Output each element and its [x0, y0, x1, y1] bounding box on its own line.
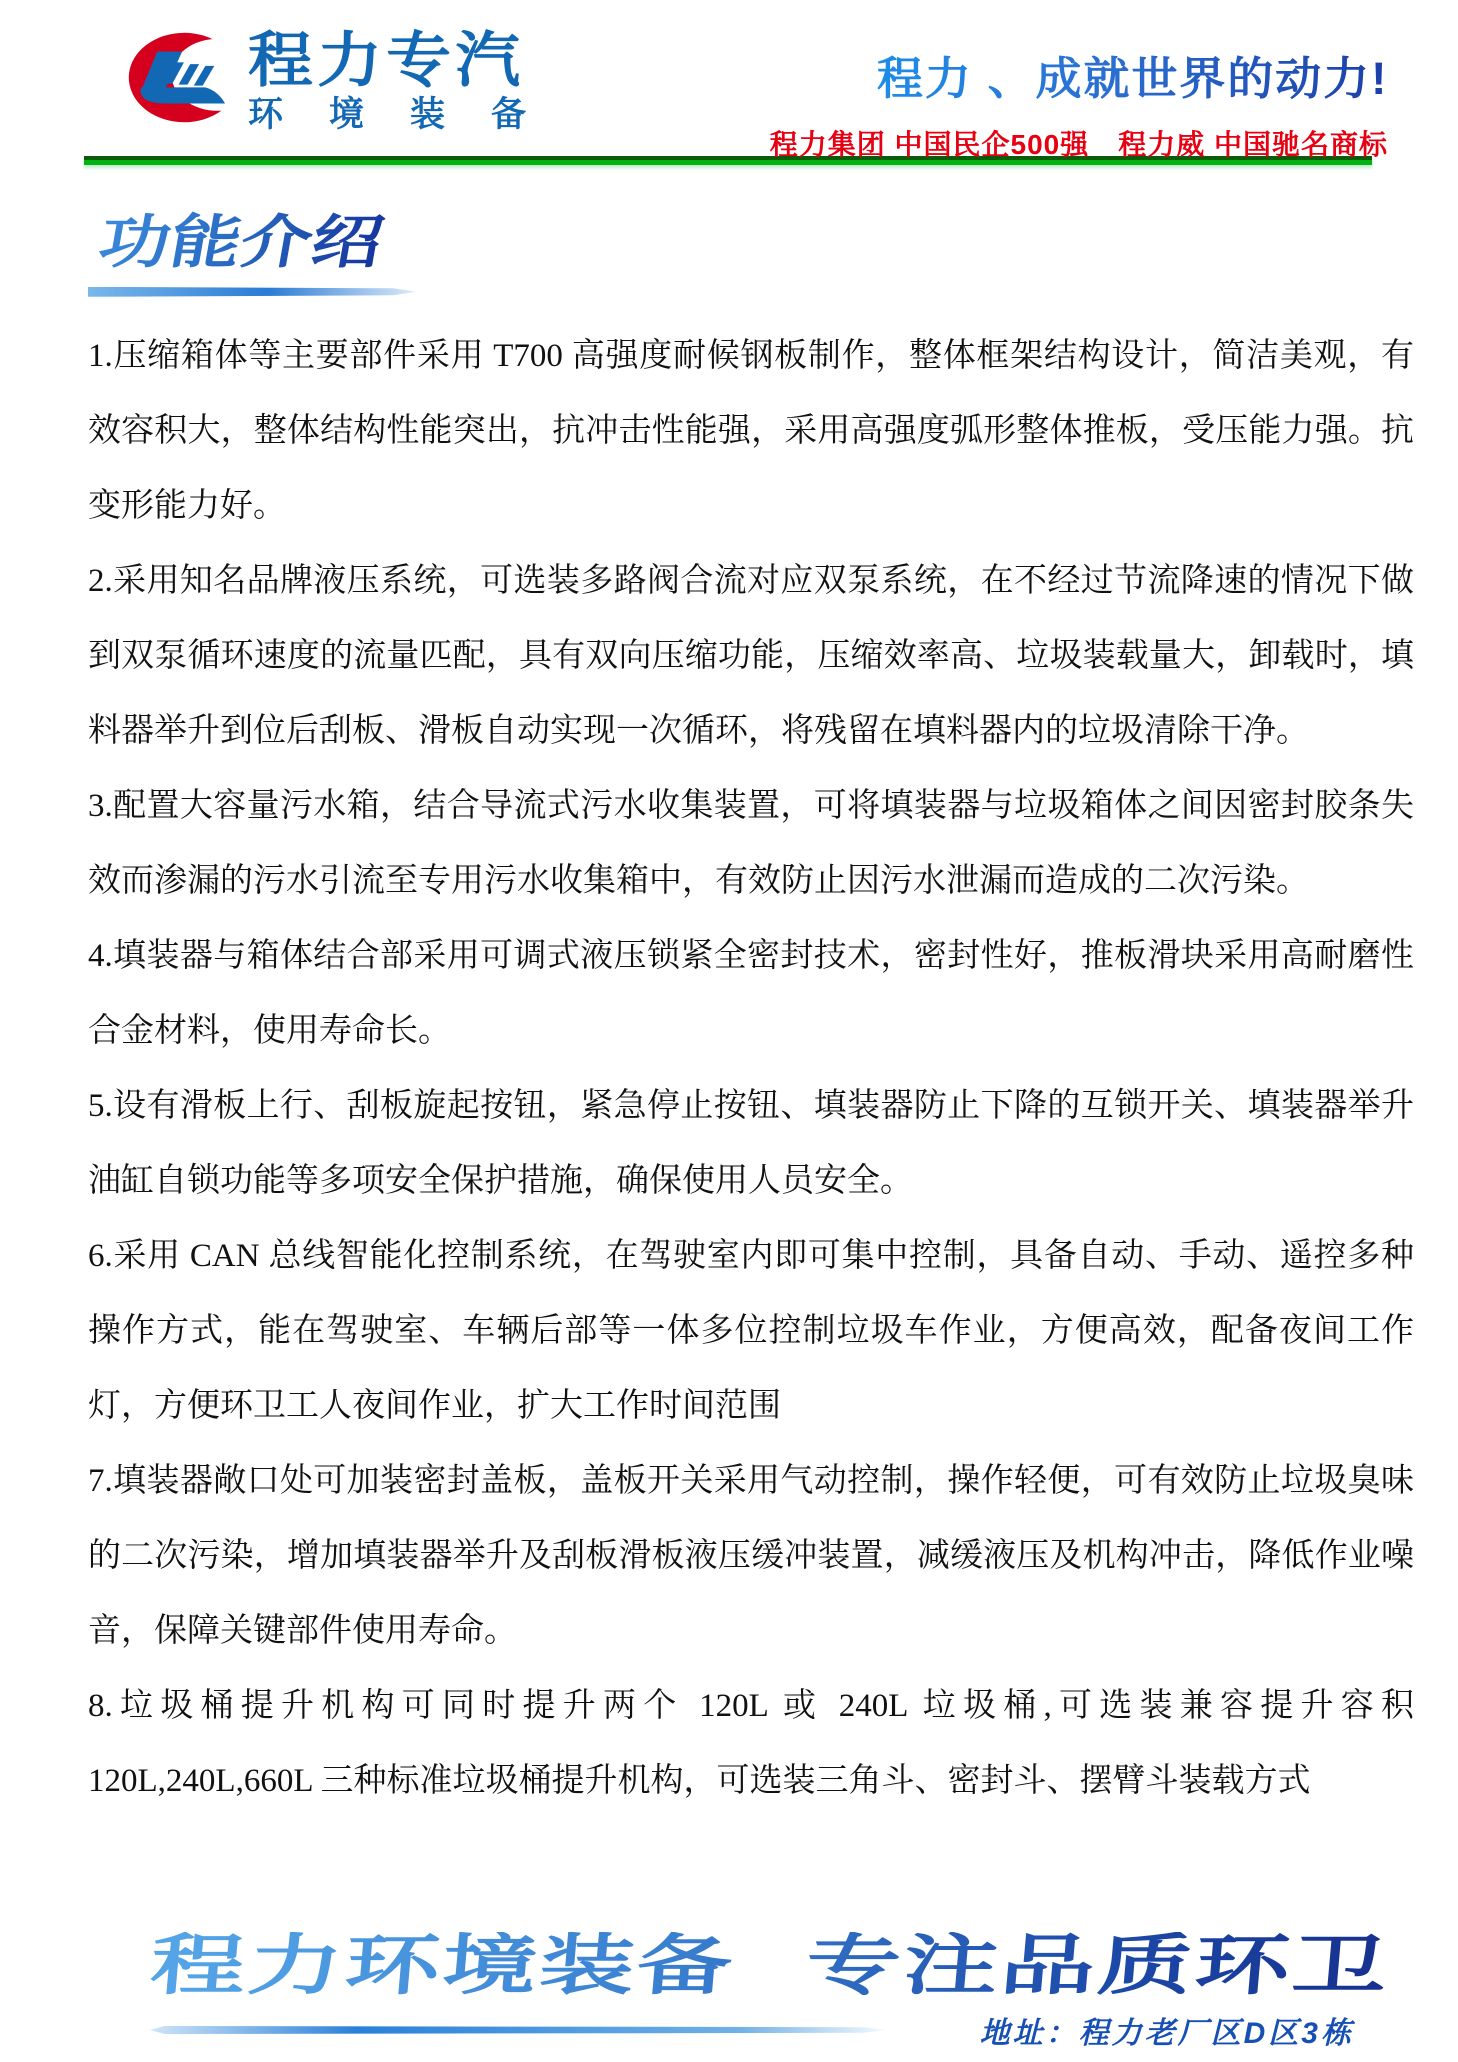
header	[0, 0, 1458, 160]
slogan-block	[770, 26, 1388, 163]
brand-text	[248, 27, 573, 135]
company-slogan: 程力 、成就世界的动力!	[876, 42, 1388, 107]
feature-paragraph-1: 1.压缩箱体等主要部件采用 T700 高强度耐候钢板制作，整体框架结构设计，简洁美观，有效容积大，整体结构性能突出，抗冲击性能强，采用高强度弧形整体推板，受压能力强。抗变形能力好。	[88, 337, 1414, 524]
feature-list	[88, 319, 1414, 1819]
feature-paragraph-7: 7.填装器敞口处可加装密封盖板，盖板开关采用气动控制，操作轻便，可有效防止垃圾臭味的二次污染，增加填装器举升及刮板滑板液压缓冲装置，减缓液压及机构冲击，降低作业噪音，保障关键部件使用寿命。	[88, 1462, 1414, 1649]
feature-paragraph-3: 3.配置大容量污水箱，结合导流式污水收集装置，可将填装器与垃圾箱体之间因密封胶条失效而渗漏的污水引流至专用污水收集箱中，有效防止因污水泄漏而造成的二次污染。	[88, 787, 1414, 899]
feature-paragraph-8: 8.垃圾桶提升机构可同时提升两个 120L 或 240L 垃圾桶,可选装兼容提升容积 120L,240L,660L 三种标准垃圾桶提升机构，可选装三角斗、密封斗、摆臂斗装载方式	[88, 1687, 1414, 1799]
footer-bottom	[0, 2012, 1458, 2048]
footer-address: 地址：程力老厂区D区3栋	[979, 2017, 1354, 2050]
chengli-logo-icon	[82, 26, 234, 138]
main-content	[0, 165, 1458, 1819]
company-credentials: 程力集团 中国民企500强 程力威 中国驰名商标	[769, 129, 1388, 160]
feature-paragraph-2: 2.采用知名品牌液压系统，可选装多路阀合流对应双泵系统，在不经过节流降速的情况下做到双泵循环速度的流量匹配，具有双向压缩功能，压缩效率高、垃圾装载量大，卸载时，填料器举升到位后刮板、滑板自动实现一次循环，将残留在填料器内的垃圾清除干净。	[88, 562, 1414, 749]
feature-paragraph-5: 5.设有滑板上行、刮板旋起按钮，紧急停止按钮、填装器防止下降的互锁开关、填装器举升油缸自锁功能等多项安全保护措施，确保使用人员安全。	[88, 1087, 1414, 1199]
brand-subtitle: 环境装备	[248, 95, 573, 135]
brand-name: 程力专汽	[248, 27, 525, 95]
feature-paragraph-4: 4.填装器与箱体结合部采用可调式液压锁紧全密封技术，密封性好，推板滑块采用高耐磨性合金材料，使用寿命长。	[88, 937, 1414, 1049]
title-underline-swoosh	[88, 287, 416, 297]
footer-underline-swoosh	[150, 2026, 886, 2034]
footer-banner: 程力环境装备 专注品质环卫	[147, 1928, 1393, 2002]
section-title: 功能介绍	[93, 210, 389, 275]
brand	[82, 26, 573, 138]
feature-paragraph-6: 6.采用 CAN 总线智能化控制系统，在驾驶室内即可集中控制，具备自动、手动、遥控多种操作方式，能在驾驶室、车辆后部等一体多位控制垃圾车作业，方便高效，配备夜间工作灯，方便环卫工人夜间作业，扩大工作时间范围	[88, 1237, 1414, 1424]
footer	[0, 1928, 1458, 2062]
